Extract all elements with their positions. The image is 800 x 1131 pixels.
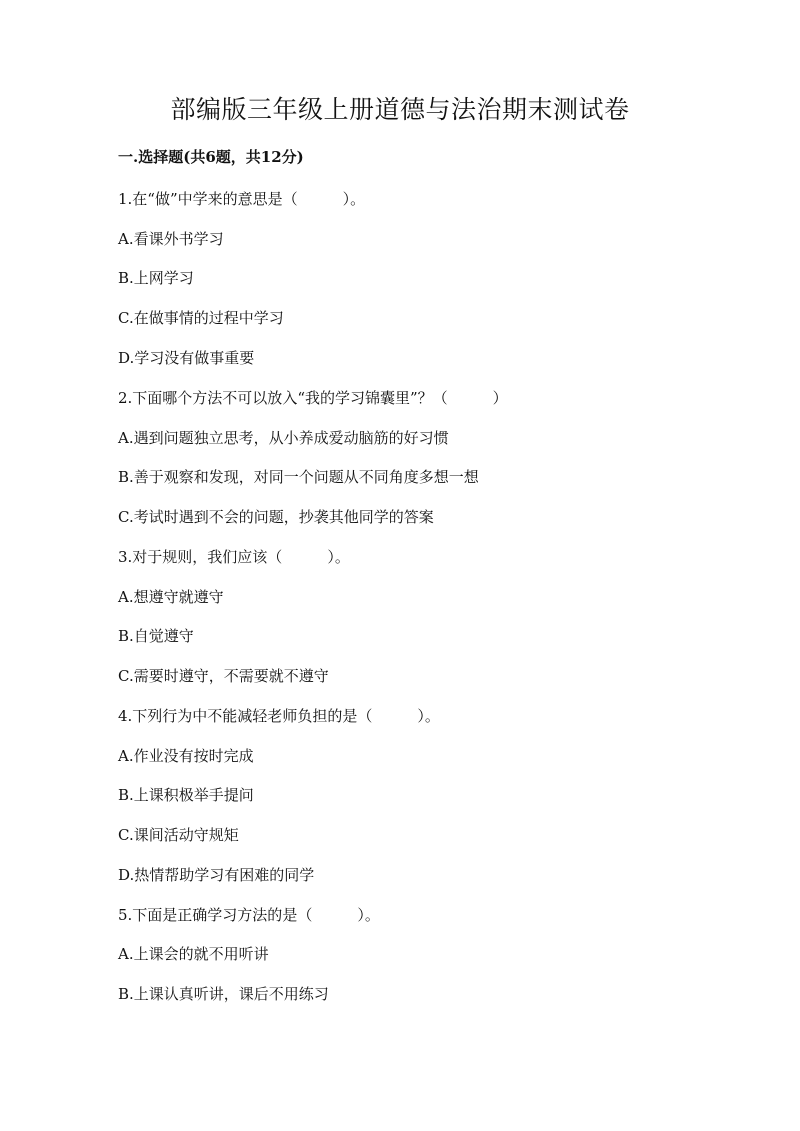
question-4-stem: 4.下列行为中不能减轻老师负担的是（ ）。 [118,707,440,725]
question-3-option-c: C.需要时遵守，不需要就不遵守 [118,667,329,685]
question-5-option-a: A.上课会的就不用听讲 [118,945,269,963]
question-1-option-c: C.在做事情的过程中学习 [118,309,284,327]
question-1-option-a: A.看课外书学习 [118,230,224,248]
page-title: 部编版三年级上册道德与法治期末测试卷 [170,95,630,124]
question-3-option-b: B.自觉遵守 [118,627,194,645]
section-heading: 一.选择题(共6题，共12分) [118,148,304,166]
question-1-option-b: B.上网学习 [118,269,194,287]
question-5-stem: 5.下面是正确学习方法的是（ ）。 [118,906,380,924]
question-1-stem: 1.在“做”中学来的意思是（ ）。 [118,190,366,208]
question-2-stem: 2.下面哪个方法不可以放入“我的学习锦囊里”？（ ） [118,389,508,407]
question-4-option-b: B.上课积极举手提问 [118,786,254,804]
question-2-option-b: B.善于观察和发现，对同一个问题从不同角度多想一想 [118,468,479,486]
question-4-option-a: A.作业没有按时完成 [118,747,254,765]
question-3-stem: 3.对于规则，我们应该（ ）。 [118,548,350,566]
question-4-option-d: D.热情帮助学习有困难的同学 [118,866,315,884]
question-2-option-c: C.考试时遇到不会的问题，抄袭其他同学的答案 [118,508,434,526]
question-1-option-d: D.学习没有做事重要 [118,349,255,367]
question-3-option-a: A.想遵守就遵守 [118,588,224,606]
question-4-option-c: C.课间活动守规矩 [118,826,239,844]
question-2-option-a: A.遇到问题独立思考，从小养成爱动脑筋的好习惯 [118,429,449,447]
question-5-option-b: B.上课认真听讲，课后不用练习 [118,985,329,1003]
